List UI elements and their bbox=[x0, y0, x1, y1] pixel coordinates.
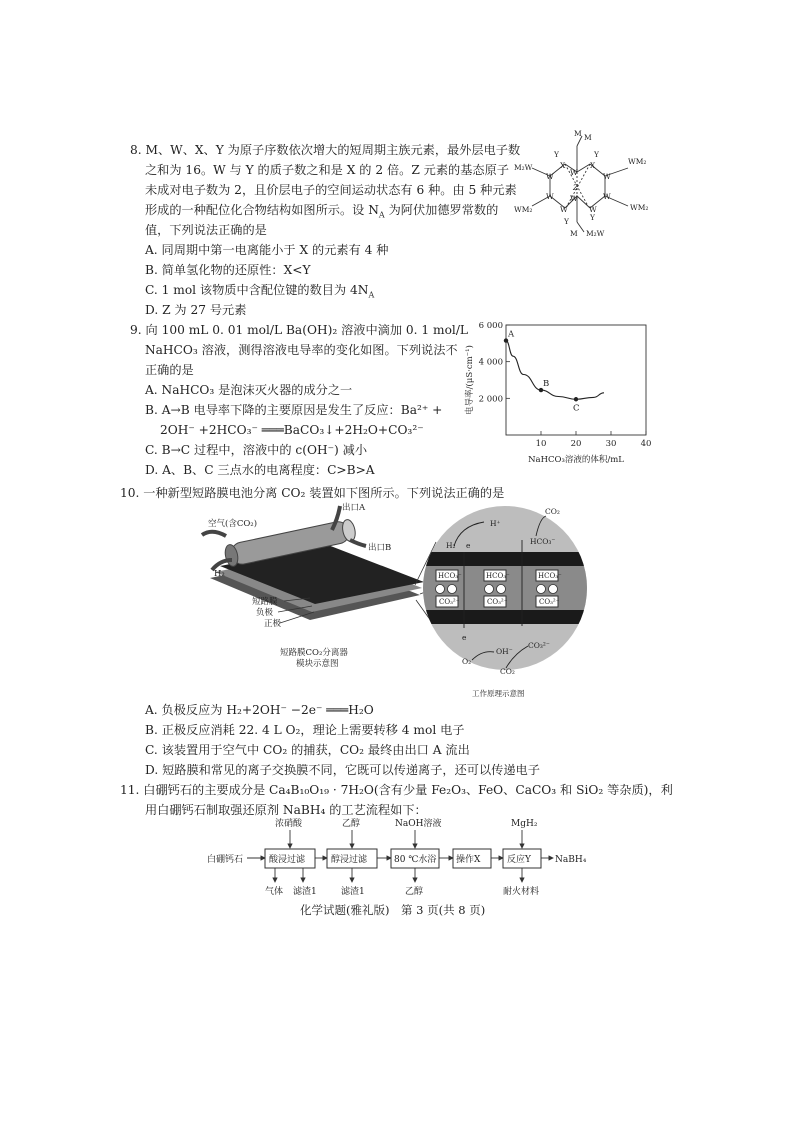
flow-input: 乙醇 bbox=[342, 819, 361, 829]
struct-label: M₂W bbox=[514, 163, 533, 172]
flow-box-label: 反应Y bbox=[507, 855, 531, 865]
label-hplus: H⁺ bbox=[490, 519, 501, 528]
struct-label: WM₂ bbox=[630, 203, 649, 212]
point-label-a: A bbox=[508, 329, 515, 340]
label-air: 空气(含CO₂) bbox=[208, 519, 258, 529]
struct-label: WM₂ bbox=[628, 157, 647, 166]
co3-box: CO₃²⁻ bbox=[539, 598, 560, 606]
flow-end: NaBH₄ bbox=[555, 855, 587, 865]
electron bbox=[537, 585, 546, 594]
struct-label: W bbox=[570, 194, 578, 203]
q11-line-1: 11. 白硼钙石的主要成分是 Ca₄B₁₀O₁₉ · 7H₂O(含有少量 Fe₂O₃、FeO、CaCO₃ 和 SiO₂ 等杂质)，利 bbox=[120, 783, 673, 797]
struct-label: Y bbox=[554, 150, 559, 159]
q8-option-b: B. 简单氢化物的还原性：X<Y bbox=[145, 263, 311, 277]
label-h2-circle: H₂ bbox=[446, 541, 456, 550]
flow-output: 滤渣1 bbox=[293, 887, 317, 897]
x-tick-label: 20 bbox=[570, 439, 582, 449]
hco3-box: HCO₃⁻ bbox=[438, 572, 462, 580]
q8-option-a: A. 同周期中第一电离能小于 X 的元素有 4 种 bbox=[145, 243, 389, 257]
label-co2-bottom: CO₂ bbox=[500, 667, 515, 676]
q8-line-4-head: 形成的一种配位化合物结构如图所示。设 N bbox=[145, 203, 379, 217]
struct-label: X bbox=[560, 161, 566, 170]
label-positive: 正极 bbox=[264, 619, 282, 629]
x-axis-label: NaHCO₃溶液的体积/mL bbox=[528, 455, 624, 465]
q9-line-2: NaHCO₃ 溶液，测得溶液电导率的变化如图。下列说法不 bbox=[145, 343, 458, 357]
label-e-top: e bbox=[466, 541, 471, 550]
flow-output: 耐火材料 bbox=[503, 887, 540, 897]
q8-line-1: 8. M、W、X、Y 为原子序数依次增大的短周期主族元素，最外层电子数 bbox=[130, 143, 521, 157]
q10-option-d: D. 短路膜和常见的离子交换膜不同，它既可以传递离子，还可以传递电子 bbox=[145, 763, 540, 777]
struct-label: Y bbox=[594, 150, 599, 159]
flow-output: 滤渣1 bbox=[341, 887, 365, 897]
label-oh: OH⁻ bbox=[496, 647, 513, 656]
air-arrow bbox=[202, 532, 226, 536]
struct-label: W bbox=[546, 192, 554, 201]
flow-box-label: 醇浸过滤 bbox=[331, 855, 368, 865]
co3-box: CO₃²⁻ bbox=[439, 598, 460, 606]
na-subscript: A bbox=[378, 210, 385, 220]
flow-box-label: 80 ℃水浴 bbox=[394, 855, 437, 865]
co2-separator-figure bbox=[200, 500, 600, 700]
struct-label: W bbox=[603, 192, 611, 201]
electron bbox=[549, 585, 558, 594]
q10-option-c: C. 该装置用于空气中 CO₂ 的捕获，CO₂ 最终由出口 A 流出 bbox=[145, 743, 470, 757]
struct-label: Y bbox=[564, 217, 569, 226]
q11-line-2: 用白硼钙石制取强还原剂 NaBH₄ 的工艺流程如下： bbox=[145, 803, 427, 817]
label-co3-bottom: CO₃²⁻ bbox=[528, 641, 550, 650]
x-tick-label: 40 bbox=[640, 439, 652, 449]
q8-line-3: 未成对电子数为 2，且价层电子的空间运动状态有 6 种。由 5 种元素 bbox=[145, 183, 517, 197]
electron bbox=[485, 585, 494, 594]
flow-input: 浓硝酸 bbox=[275, 819, 303, 829]
na-subscript-2: A bbox=[368, 290, 375, 300]
struct-label: M bbox=[570, 229, 578, 238]
electron bbox=[436, 585, 445, 594]
q10-stem: 10. 一种新型短路膜电池分离 CO₂ 装置如下图所示。下列说法正确的是 bbox=[120, 486, 505, 500]
outlet-b-arrow bbox=[350, 540, 366, 546]
struct-label: Y bbox=[590, 213, 595, 222]
flow-start: 白硼钙石 bbox=[207, 855, 244, 865]
q9-line-3: 正确的是 bbox=[145, 363, 194, 377]
y-tick-label: 6 000 bbox=[478, 321, 503, 331]
label-co2-top: CO₂ bbox=[545, 507, 560, 516]
flow-box-label: 酸浸过滤 bbox=[269, 855, 306, 865]
electron bbox=[497, 585, 506, 594]
point-c bbox=[574, 397, 578, 401]
y-tick-label: 4 000 bbox=[478, 357, 503, 368]
flow-input: MgH₂ bbox=[511, 819, 538, 829]
q9-option-c: C. B→C 过程中，溶液中的 c(OH⁻) 减小 bbox=[145, 443, 368, 457]
x-tick-label: 10 bbox=[535, 439, 547, 449]
q9-option-b-line-2: 2OH⁻ +2HCO₃⁻ ═══BaCO₃↓+2H₂O+CO₃²⁻ bbox=[160, 423, 424, 437]
hco3-box: HCO₃⁻ bbox=[486, 572, 510, 580]
process-flow-figure bbox=[205, 816, 595, 898]
label-negative: 负极 bbox=[256, 608, 274, 618]
point-label-b: B bbox=[543, 379, 550, 390]
struct-label: M₂W bbox=[586, 229, 605, 238]
co3-box: CO₃²⁻ bbox=[487, 598, 508, 606]
y-axis-label: 电导率/(μS·cm⁻¹) bbox=[465, 345, 475, 415]
q9-line-1: 9. 向 100 mL 0. 01 mol/L Ba(OH)₂ 溶液中滴加 0. 1 mol/L bbox=[130, 323, 469, 337]
label-h2: H₂ bbox=[214, 569, 225, 579]
q10-option-b: B. 正极反应消耗 22. 4 L O₂，理论上需要转移 4 mol 电子 bbox=[145, 723, 465, 737]
q8-line-4-tail: 为阿伏加德罗常数的 bbox=[384, 203, 499, 217]
flow-output: 气体 bbox=[265, 887, 284, 897]
plot-frame bbox=[506, 325, 646, 435]
q9-option-b-line-1: B. A→B 电导率下降的主要原因是发生了反应：Ba²⁺ + bbox=[145, 403, 443, 417]
q9-option-d: D. A、B、C 三点水的电离程度：C>B>A bbox=[145, 463, 375, 477]
struct-label: M bbox=[574, 129, 582, 138]
label-e-bottom: e bbox=[462, 633, 467, 642]
hco3-box: HCO₃⁻ bbox=[538, 572, 562, 580]
label-hco3-top: HCO₃⁻ bbox=[530, 537, 556, 546]
label-outlet-b: 出口B bbox=[368, 543, 392, 553]
label-membrane: 短路膜 bbox=[252, 597, 278, 607]
page-footer: 化学试题(雅礼版) 第 3 页(共 8 页) bbox=[300, 903, 486, 917]
q8-option-d: D. Z 为 27 号元素 bbox=[145, 303, 247, 317]
x-tick-label: 30 bbox=[605, 439, 617, 449]
electron bbox=[448, 585, 457, 594]
y-tick-label: 2 000 bbox=[478, 394, 503, 405]
struct-label: W bbox=[589, 205, 597, 214]
q8-line-5: 值，下列说法正确的是 bbox=[145, 223, 267, 237]
struct-label: W bbox=[570, 168, 578, 177]
label-o2: O₂ bbox=[462, 657, 472, 666]
caption-module-2: 模块示意图 bbox=[296, 659, 339, 669]
flow-output: 乙醇 bbox=[405, 887, 424, 897]
q8-option-c-text: C. 1 mol 该物质中含配位键的数目为 4N bbox=[145, 283, 369, 297]
caption-principle: 工作原理示意图 bbox=[472, 689, 525, 698]
negative-layer bbox=[420, 552, 590, 566]
positive-layer bbox=[420, 610, 590, 624]
label-outlet-a: 出口A bbox=[342, 503, 366, 513]
conductivity-chart bbox=[460, 315, 670, 475]
working-principle bbox=[420, 506, 590, 698]
q9-option-a: A. NaHCO₃ 是泡沫灭火器的成分之一 bbox=[145, 383, 353, 397]
struct-label: WM₂ bbox=[514, 205, 533, 214]
struct-label: W bbox=[560, 205, 568, 214]
struct-label: W bbox=[546, 172, 554, 181]
conductivity-curve bbox=[506, 341, 604, 400]
struct-label: X bbox=[590, 161, 596, 170]
struct-label-z: Z bbox=[573, 183, 579, 192]
q8-line-2: 之和为 16。W 与 Y 的质子数之和是 X 的 2 倍。Z 元素的基态原子 bbox=[145, 163, 509, 177]
module-schematic bbox=[202, 502, 436, 669]
caption-module-1: 短路膜CO₂分离器 bbox=[280, 648, 348, 658]
flow-input: NaOH溶液 bbox=[395, 819, 442, 829]
coordination-structure-figure bbox=[510, 128, 660, 240]
struct-label: W bbox=[603, 172, 611, 181]
q10-option-a: A. 负极反应为 H₂+2OH⁻ −2e⁻ ═══H₂O bbox=[145, 703, 374, 717]
point-label-c: C bbox=[573, 403, 580, 414]
struct-label: M bbox=[584, 133, 592, 142]
flow-box-label: 操作X bbox=[456, 855, 481, 865]
